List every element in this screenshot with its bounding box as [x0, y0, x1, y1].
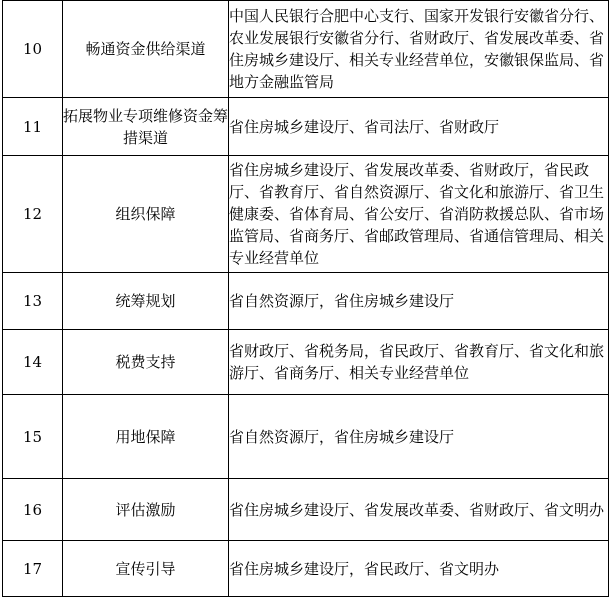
table-row — [3, 330, 609, 395]
row-number: 10 — [3, 1, 63, 98]
table-row — [3, 541, 609, 597]
row-number: 11 — [3, 98, 63, 156]
task-name: 税费支持 — [63, 330, 229, 395]
responsible-units: 省财政厅、省税务局，省民政厅、省教育厅、省文化和旅游厅、省商务厅、相关专业经营单位 — [229, 330, 609, 395]
responsible-units: 省住房城乡建设厅、省发展改革委、省财政厅，省民政厅、省教育厅、省自然资源厅、省文化和旅游厅、省卫生健康委、省体育局、省公安厅、省消防救援总队、省市场监管局、省商务厅、省邮政管理局、省通信管理局、相关专业经营单位 — [229, 156, 609, 273]
responsible-units: 省自然资源厅，省住房城乡建设厅 — [229, 395, 609, 479]
responsible-units: 省住房城乡建设厅，省民政厅、省文明办 — [229, 541, 609, 597]
table-row — [3, 273, 609, 330]
row-number: 13 — [3, 273, 63, 330]
responsible-units: 省住房城乡建设厅、省司法厅、省财政厅 — [229, 98, 609, 156]
table-row — [3, 98, 609, 156]
task-name: 拓展物业专项维修资金筹措渠道 — [63, 98, 229, 156]
row-number: 12 — [3, 156, 63, 273]
row-number: 17 — [3, 541, 63, 597]
table-row — [3, 1, 609, 98]
task-name: 用地保障 — [63, 395, 229, 479]
task-name: 畅通资金供给渠道 — [63, 1, 229, 98]
task-name: 统筹规划 — [63, 273, 229, 330]
table-row — [3, 479, 609, 541]
responsible-units: 省住房城乡建设厅、省发展改革委、省财政厅、省文明办 — [229, 479, 609, 541]
table-row — [3, 156, 609, 273]
row-number: 14 — [3, 330, 63, 395]
row-number: 16 — [3, 479, 63, 541]
responsibility-table — [2, 0, 609, 597]
table-row — [3, 395, 609, 479]
task-name: 评估激励 — [63, 479, 229, 541]
task-name: 宣传引导 — [63, 541, 229, 597]
row-number: 15 — [3, 395, 63, 479]
responsible-units: 省自然资源厅，省住房城乡建设厅 — [229, 273, 609, 330]
task-name: 组织保障 — [63, 156, 229, 273]
responsible-units: 中国人民银行合肥中心支行、国家开发银行安徽省分行、农业发展银行安徽省分行、省财政厅、省发展改革委、省住房城乡建设厅、相关专业经营单位，安徽银保监局、省地方金融监管局 — [229, 1, 609, 98]
